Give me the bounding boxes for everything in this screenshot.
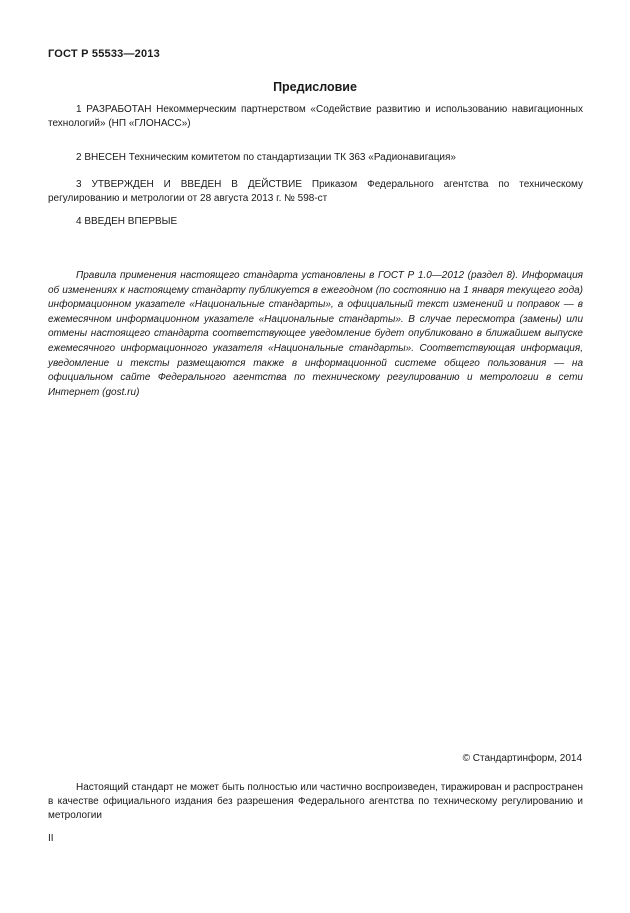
page-number: II — [48, 833, 54, 844]
reproduction-notice: Настоящий стандарт не может быть полностью или частично воспроизведен, тиражирован и распространен в качестве официального издания без разрешения Федерального агентства по техническому регулированию и метрологии — [48, 782, 583, 821]
foreword-item-4: 4 ВВЕДЕН ВПЕРВЫЕ — [76, 216, 178, 227]
foreword-item-3: 3 УТВЕРЖДЕН И ВВЕДЕН В ДЕЙСТВИЕ Приказом Федерального агентства по техническому регулированию и метрологии от 28 августа 2013 г. № 598-ст — [48, 179, 583, 204]
page-title: Предисловие — [273, 80, 357, 94]
rules-note-paragraph: Правила применения настоящего стандарта установлены в ГОСТ Р 1.0—2012 (раздел 8). Информация об изменениях к настоящему стандарту публикуется в ежегодном (по состоянию на 1 января текущего года) информационном указателе «Национальные стандарты», а официальный текст изменений и поправок — в ежемесячном информационном указателе «Национальные стандарты». В случае пересмотра (замены) или отмены настоящего стандарта соответствующее уведомление будет опубликовано в ближайшем выпуске ежемесячного информационного указателя «Национальные стандарты». Соответствующая информация, уведомление и тексты размещаются также в информационной системе общего пользования — на официальном сайте Федерального агентства по техническому регулированию и метрологии в сети Интернет (gost.ru) — [48, 270, 583, 398]
copyright-notice: © Стандартинформ, 2014 — [462, 753, 582, 764]
foreword-item-1: 1 РАЗРАБОТАН Некоммерческим партнерством «Содействие развитию и использованию навигационных технологий» (НП «ГЛОНАСС») — [48, 104, 583, 129]
standard-id-header: ГОСТ Р 55533—2013 — [48, 48, 160, 60]
foreword-item-2: 2 ВНЕСЕН Техническим комитетом по стандартизации ТК 363 «Радионавигация» — [76, 152, 456, 163]
